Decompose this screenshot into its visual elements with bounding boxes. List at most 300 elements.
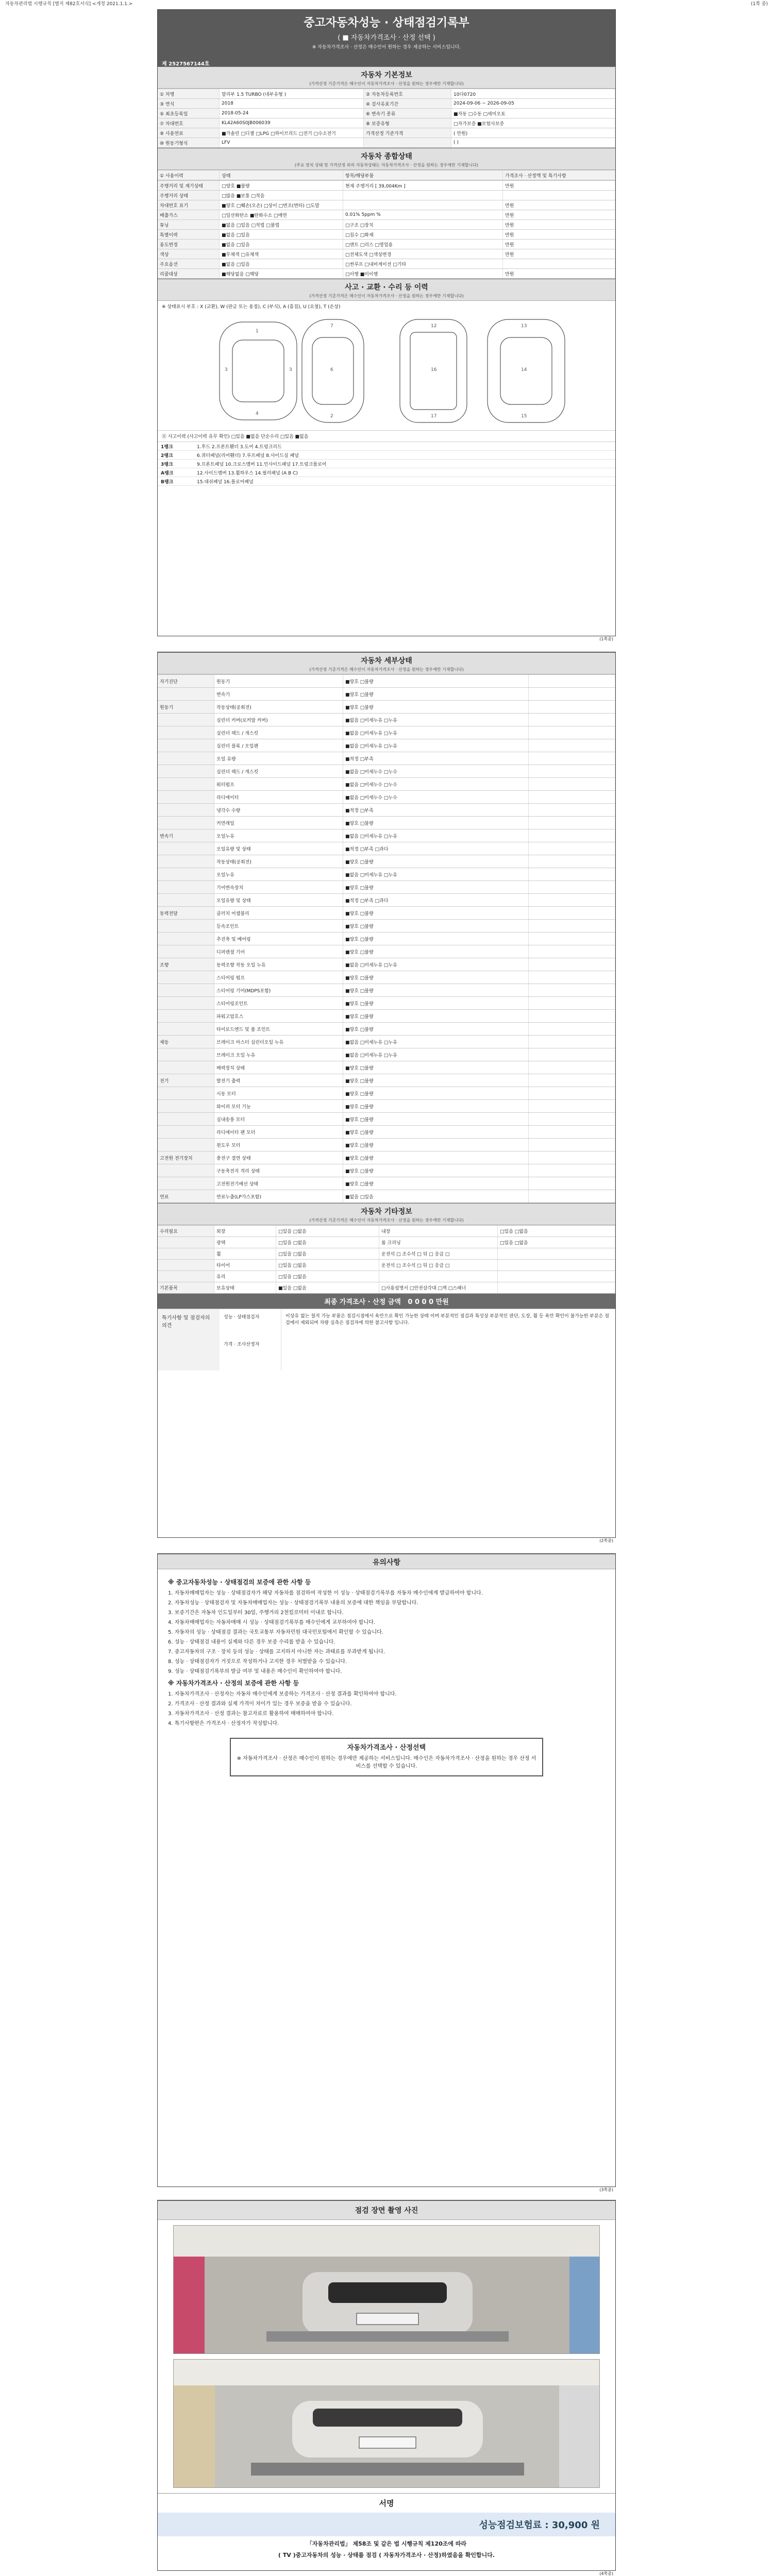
other-value <box>498 1282 615 1293</box>
page-number: (2쪽중) <box>599 1538 613 1543</box>
opinion-label: 특기사항 및 점검자의 의견 <box>158 1309 220 1370</box>
detail-price <box>529 1036 615 1048</box>
other-title: 자동차 기타정보 <box>361 1208 412 1216</box>
other-value: □있음 □없음 <box>276 1226 379 1236</box>
other-value: ■있음 □없음 <box>276 1282 379 1293</box>
other-row <box>158 1248 615 1259</box>
item-value: ■양호 □훼손(오손) □상이 □변조(변타) □도말 <box>220 200 343 210</box>
detail-price <box>529 726 615 739</box>
field-value: 2024-09-06 ~ 2026-09-05 <box>451 99 615 108</box>
detail-item: 작동상태(공회전) <box>214 855 343 868</box>
detail-price <box>529 714 615 726</box>
detail-status: ■양호 □불량 <box>343 971 529 984</box>
detail-row <box>158 945 615 958</box>
detail-row <box>158 880 615 893</box>
detail-price <box>529 752 615 765</box>
car-outline-diagram <box>158 312 615 430</box>
detail-group: 동력전달 <box>158 907 214 919</box>
other-value <box>498 1248 615 1259</box>
svg-text:15: 15 <box>521 414 527 419</box>
field-label <box>364 138 451 147</box>
detail-item: 오일 유량 <box>214 752 343 765</box>
notice-body <box>158 1569 615 1782</box>
car-front-photo <box>174 2226 600 2354</box>
svg-text:3: 3 <box>289 367 292 372</box>
other-row <box>158 1259 615 1270</box>
rank-parts: 1.후드 2.프론트휀더 3.도어 4.트렁크리드 <box>197 444 282 450</box>
detail-item: 구동축전지 격리 상태 <box>214 1164 343 1177</box>
other-value: 외장 <box>214 1226 276 1236</box>
item-value <box>503 259 615 268</box>
detail-price <box>529 701 615 713</box>
other-row <box>158 1282 615 1293</box>
detail-price <box>529 1023 615 1035</box>
detail-price <box>529 945 615 958</box>
detail-row <box>158 971 615 984</box>
detail-group <box>158 894 214 906</box>
detail-group <box>158 804 214 816</box>
detail-item: 기어변속장치 <box>214 881 343 893</box>
detail-status: ■양호 □불량 <box>343 817 529 829</box>
detail-group <box>158 1023 214 1035</box>
other-group <box>158 1260 214 1270</box>
detail-item: 변속기 <box>214 688 343 700</box>
final-price-band <box>158 1294 615 1309</box>
detail-price <box>529 1087 615 1099</box>
detail-row <box>158 1138 615 1151</box>
notice-item: 2. 자동차성능 · 상태점검자 및 자동차매매업자는 성능 · 상태점검기록부 내용의 보증에 대한 책임을 부담합니다. <box>168 1600 418 1606</box>
svg-text:6: 6 <box>330 367 333 372</box>
basic-info-note: (가격산정 기준가격은 매수인이 자동차가격조사 · 산정을 원하는 경우에만 기재합니다) <box>309 81 464 86</box>
basic-info-table <box>158 89 615 148</box>
detail-status: ■양호 □불량 <box>343 1087 529 1099</box>
detail-item: 라디에이터 팬 모터 <box>214 1126 343 1138</box>
field-label: ⑥ 변속기 종류 <box>364 109 451 118</box>
detail-price <box>529 1177 615 1190</box>
detail-price <box>529 984 615 996</box>
detail-row <box>158 1022 615 1035</box>
detail-group <box>158 765 214 777</box>
svg-text:4: 4 <box>256 411 259 416</box>
detail-group <box>158 881 214 893</box>
item-value: □구조 □장치 <box>343 220 503 229</box>
detail-price <box>529 1061 615 1074</box>
detail-status: ■양호 □불량 <box>343 1074 529 1087</box>
detail-status: ■양호 □불량 <box>343 1023 529 1035</box>
detail-price <box>529 688 615 700</box>
svg-text:3: 3 <box>225 367 228 372</box>
item-value: □일산화탄소 ■탄화수소 □매연 <box>220 210 343 219</box>
other-group: 수리필요 <box>158 1226 214 1236</box>
detail-status: ■양호 □불량 <box>343 945 529 958</box>
detail-group: 원동기 <box>158 701 214 713</box>
item-value: □이행 ■미이행 <box>343 269 503 278</box>
detail-item: 클러치 어셈블리 <box>214 907 343 919</box>
detail-price <box>529 1151 615 1164</box>
rank-label: 2랭크 <box>161 453 173 459</box>
detail-status: ■양호 □불량 <box>343 688 529 700</box>
final-price-title: 최종 가격조사 · 산정 금액 <box>324 1298 401 1306</box>
form-reference: 자동차관리법 시행규칙 [별지 제82호서식] <개정 2021.1.1.> <box>5 2 133 7</box>
detail-row <box>158 829 615 842</box>
detail-item: 실린더 블록 / 오일팬 <box>214 739 343 752</box>
summary-row <box>158 219 615 229</box>
detail-item: 오일누유 <box>214 829 343 842</box>
detail-status: ■양호 □불량 <box>343 855 529 868</box>
column-label: ① 사용이력 <box>158 171 220 180</box>
svg-text:17: 17 <box>431 414 437 419</box>
notice-item: 7. 중고자동차의 구조 · 장치 등의 성능 · 상태를 고지하지 아니한 자는 과태료를 부과받게 됩니다. <box>168 1649 385 1655</box>
detail-price <box>529 842 615 855</box>
car-diagram <box>158 312 615 430</box>
detail-status: ■없음 □미세누유 □누유 <box>343 958 529 971</box>
svg-text:13: 13 <box>521 324 527 329</box>
column-label: 가격조사 · 산정액 및 특기사항 <box>503 171 615 180</box>
notice-list-2 <box>168 1690 605 1727</box>
detail-group <box>158 1139 214 1151</box>
detail-price <box>529 997 615 1009</box>
other-value: 보유상태 <box>214 1282 276 1293</box>
detail-group <box>158 778 214 790</box>
basic-info-title: 자동차 기본정보 <box>361 71 412 79</box>
signature-title: 서명 <box>158 2493 615 2513</box>
detail-group <box>158 842 214 855</box>
summary-column-header <box>158 170 615 180</box>
detail-row <box>158 790 615 803</box>
detail-status: ■양호 □불량 <box>343 997 529 1009</box>
detail-group: 조향 <box>158 958 214 971</box>
item-label: 색상 <box>158 249 220 259</box>
car-rear-photo <box>174 2360 600 2488</box>
notice-heading-1: ※ 중고자동차성능 · 상태점검의 보증에 관한 사항 등 <box>168 1579 311 1586</box>
detail-status: ■양호 □불량 <box>343 1177 529 1190</box>
rank-row <box>158 460 615 468</box>
rank-label: A랭크 <box>161 470 174 476</box>
detail-status: ■양호 □불량 <box>343 881 529 893</box>
detail-price <box>529 1113 615 1125</box>
detail-item: 오일유량 및 상태 <box>214 842 343 855</box>
detail-row <box>158 906 615 919</box>
detail-header <box>158 652 615 674</box>
other-value: □있음 □없음 <box>276 1271 379 1282</box>
detail-item: 스티어링조인트 <box>214 997 343 1009</box>
notice-list-1 <box>168 1589 605 1675</box>
summary-row <box>158 268 615 278</box>
field-label: ④ 검사유효기간 <box>364 99 451 108</box>
detail-group <box>158 855 214 868</box>
detail-price <box>529 958 615 971</box>
detail-row <box>158 726 615 739</box>
field-value: ■자동 □수동 □세미오토 <box>451 109 615 118</box>
field-label: ② 자동차등록번호 <box>364 89 451 98</box>
other-value: □있음 □없음 <box>498 1226 615 1236</box>
field-value: 말리부 1.5 TURBO (네부유형 ) <box>220 89 364 98</box>
detail-price <box>529 791 615 803</box>
detail-group <box>158 688 214 700</box>
field-value: ■가솔린 □디젤 □LPG □하이브리드 □전기 □수소전기 <box>220 128 364 138</box>
detail-item: 추진축 및 베어링 <box>214 933 343 945</box>
svg-text:12: 12 <box>431 324 437 329</box>
field-value: KL42A60S0JB006039 <box>220 118 364 128</box>
detail-price <box>529 739 615 752</box>
detail-group: 변속기 <box>158 829 214 842</box>
selection-box <box>230 1738 543 1776</box>
detail-row <box>158 816 615 829</box>
detail-price <box>529 933 615 945</box>
detail-item: 라디에이터 <box>214 791 343 803</box>
other-value: □있음 □없음 <box>276 1237 379 1248</box>
detail-price <box>529 881 615 893</box>
detail-row <box>158 1099 615 1112</box>
basic-info-row <box>158 138 615 147</box>
detail-item: 실린더 헤드 / 개스킷 <box>214 726 343 739</box>
summary-note: (주요 장치 상태 및 가격산정 외의 자동차상태는 자동차가격조사 · 산정을 원하는 경우에만 기재합니다) <box>294 163 479 167</box>
final-price-amount: 0 0 0 0 만원 <box>408 1298 449 1306</box>
field-label: ⑦ 차대번호 <box>158 118 220 128</box>
detail-group <box>158 984 214 996</box>
item-value: 만원 <box>503 200 615 210</box>
other-value: 유리 <box>214 1271 276 1282</box>
summary-row <box>158 210 615 219</box>
detail-row <box>158 984 615 996</box>
footer-line-2: ( TV )중고자동차의 성능 · 상태를 점검 ( 자동차가격조사 · 산정)하였음을 확인합니다. <box>278 2552 495 2558</box>
photo-header <box>158 2200 615 2220</box>
detail-status: ■없음 □미세누유 □누유 <box>343 1036 529 1048</box>
detail-row <box>158 713 615 726</box>
detail-status: ■적정 □부족 □과다 <box>343 842 529 855</box>
appraiser-role: 가격 · 조사산정자 <box>224 1342 260 1347</box>
detail-status: ■없음 □미세누유 □누유 <box>343 726 529 739</box>
detail-group: 자기진단 <box>158 675 214 687</box>
other-value: 운전석 □ 조수석 □ 뒤 □ 응급 □ <box>379 1260 498 1270</box>
basic-info-header <box>158 66 615 89</box>
page-indicator: (1쪽 중) <box>751 2 768 7</box>
detail-item: 실린더 커버(로커암 커버) <box>214 714 343 726</box>
field-label: 가격산정 기준가격 <box>364 128 451 138</box>
detail-row <box>158 739 615 752</box>
item-value: ■없음 □있음 <box>220 240 343 249</box>
detail-status: ■없음 □있음 <box>343 1190 529 1202</box>
field-value: 2018 <box>220 99 364 108</box>
detail-group: 전기 <box>158 1074 214 1087</box>
notice-item: 5. 자동차의 성능 · 상태점검 결과는 국토교통부 자동차민원 대국민포털에서 확인할 수 있습니다. <box>168 1630 383 1635</box>
detail-row <box>158 893 615 906</box>
detail-item: 커먼레일 <box>214 817 343 829</box>
detail-group <box>158 1113 214 1125</box>
detail-row <box>158 1177 615 1190</box>
item-value <box>503 191 615 200</box>
other-value <box>498 1271 615 1282</box>
selection-box-text: ※ 자동차가격조사 · 산정은 매수인이 원하는 경우에만 제공하는 서비스입니다. 매수인은 자동차가격조사 · 산정을 원하는 경우 산정 서비스를 선택할 수 있습니다. <box>237 1756 536 1769</box>
detail-row <box>158 700 615 713</box>
item-value: ■없음 □있음 □적법 □불법 <box>220 220 343 229</box>
item-value <box>343 191 503 200</box>
notice-item: 4. 특기사항란은 가격조사 · 산정자가 작성합니다. <box>168 1721 279 1726</box>
detail-item: 스티어링 펌프 <box>214 971 343 984</box>
footer-line-1: 「자동차관리법」 제58조 및 같은 법 시행규칙 제120조에 따라 <box>306 2540 467 2547</box>
form-note: ※ 자동차가격조사 · 산정은 매수인이 원하는 경우 제공하는 서비스입니다. <box>312 45 461 50</box>
other-value: 타이어 <box>214 1260 276 1270</box>
detail-item: 브레이크 오일 누유 <box>214 1048 343 1061</box>
basic-info-row <box>158 128 615 138</box>
item-value: 만원 <box>503 249 615 259</box>
summary-row <box>158 200 615 210</box>
other-group <box>158 1237 214 1248</box>
other-row <box>158 1225 615 1236</box>
detail-group <box>158 1126 214 1138</box>
page-number: (4쪽중) <box>599 2571 613 2576</box>
item-value: 0.01% 5ppm % <box>343 210 503 219</box>
top-bar <box>0 0 773 6</box>
item-label: 배출가스 <box>158 210 220 219</box>
detail-row <box>158 1061 615 1074</box>
detail-price <box>529 907 615 919</box>
rank-parts: 15.대쉬패널 16.플로어패널 <box>197 479 254 485</box>
detail-row <box>158 996 615 1009</box>
detail-row <box>158 1035 615 1048</box>
summary-table <box>158 180 615 279</box>
other-value: □있음 □없음 <box>276 1248 379 1259</box>
inspector-role: 성능 · 상태점검자 <box>224 1315 260 1320</box>
selection-box-title: 자동차가격조사 · 산정선택 <box>347 1744 426 1752</box>
other-table <box>158 1225 615 1294</box>
basic-info-row <box>158 98 615 108</box>
notice-item: 3. 자동차가격조사 · 산정 결과는 참고자료로 활용하여 매매하여야 합니다. <box>168 1711 334 1717</box>
detail-status: ■적정 □부족 □과다 <box>343 894 529 906</box>
detail-table <box>158 674 615 1203</box>
field-label: ⑤ 최초등록일 <box>158 109 220 118</box>
detail-row <box>158 777 615 790</box>
detail-row <box>158 1151 615 1164</box>
item-value: □많음 ■보통 □적음 <box>220 191 343 200</box>
detail-group <box>158 1100 214 1112</box>
item-value <box>343 200 503 210</box>
detail-group <box>158 920 214 932</box>
svg-text:1: 1 <box>256 329 259 334</box>
detail-row <box>158 1125 615 1138</box>
detail-price <box>529 1139 615 1151</box>
page-number: (1쪽중) <box>599 637 613 641</box>
item-value: □썬루프 □내비게이션 □기타 <box>343 259 503 268</box>
detail-price <box>529 1126 615 1138</box>
field-label: ⑨ 사용연료 <box>158 128 220 138</box>
detail-group <box>158 1010 214 1022</box>
detail-status: ■양호 □불량 <box>343 1061 529 1074</box>
field-value: LFV <box>220 138 364 147</box>
detail-item: 냉각수 수량 <box>214 804 343 816</box>
detail-group <box>158 945 214 958</box>
detail-item: 배력장치 상태 <box>214 1061 343 1074</box>
detail-price <box>529 765 615 777</box>
field-label: ⑧ 보증유형 <box>364 118 451 128</box>
detail-status: ■적정 □부족 <box>343 752 529 765</box>
detail-status: ■양호 □불량 <box>343 1010 529 1022</box>
item-value: ■해당없음 □해당 <box>220 269 343 278</box>
detail-status: ■양호 □불량 <box>343 701 529 713</box>
detail-price <box>529 971 615 984</box>
other-row <box>158 1236 615 1248</box>
detail-row <box>158 932 615 945</box>
field-value: ( ) <box>451 138 615 147</box>
detail-price <box>529 829 615 842</box>
accident-note: (가격산정 기준가격은 매수인이 자동차가격조사 · 산정을 원하는 경우에만 기재합니다) <box>309 294 464 298</box>
item-label: 용도변경 <box>158 240 220 249</box>
notice-item: 9. 성능 · 상태점검기록부의 발급 여부 및 내용은 매수인이 확인하여야 합니다. <box>168 1669 342 1674</box>
svg-text:14: 14 <box>521 367 527 372</box>
notice-title: 유의사항 <box>372 1558 401 1567</box>
summary-title: 자동차 종합상태 <box>361 152 412 161</box>
detail-status: ■양호 □불량 <box>343 1100 529 1112</box>
detail-price <box>529 868 615 880</box>
insurance-fee: 성능점검보험료 : 30,900 원 <box>158 2513 615 2536</box>
detail-group <box>158 933 214 945</box>
accident-header <box>158 279 615 301</box>
rank-label: B랭크 <box>161 479 174 485</box>
detail-group: 제동 <box>158 1036 214 1048</box>
summary-row <box>158 249 615 259</box>
detail-group <box>158 868 214 880</box>
detail-status: ■없음 □미세누유 □누유 <box>343 739 529 752</box>
page-number: (3쪽중) <box>599 2188 613 2192</box>
detail-item: 발전기 출력 <box>214 1074 343 1087</box>
detail-status: ■없음 □미세누수 □누수 <box>343 765 529 777</box>
detail-item: 고전원전기배선 상태 <box>214 1177 343 1190</box>
column-label: 항목/해당부품 <box>343 171 503 180</box>
detail-row <box>158 752 615 765</box>
basic-info-row <box>158 108 615 118</box>
detail-price <box>529 1100 615 1112</box>
detail-price <box>529 817 615 829</box>
detail-item: 타이로드엔드 및 볼 조인트 <box>214 1023 343 1035</box>
detail-item: 오일누유 <box>214 868 343 880</box>
inspector-label <box>220 1309 281 1370</box>
detail-price <box>529 894 615 906</box>
notice-header <box>158 1554 615 1569</box>
item-value: 만원 <box>503 220 615 229</box>
detail-item: 동력조향 작동 오일 누유 <box>214 958 343 971</box>
item-label: 주행거리 및 계기상태 <box>158 181 220 190</box>
detail-status: ■없음 □미세누유 □누유 <box>343 1048 529 1061</box>
notice-item: 1. 자동차가격조사 · 산정자는 자동차 매수인에게 보증하는 가격조사 · 산정 결과를 확인하여야 합니다. <box>168 1691 397 1697</box>
rank-parts: 6.쿼터패널(리어휀더) 7.루프패널 8.사이드실 패널 <box>197 453 299 459</box>
detail-item: 연료누출(LP가스포함) <box>214 1190 343 1202</box>
detail-status: ■없음 □미세누유 □누유 <box>343 714 529 726</box>
other-value <box>498 1260 615 1270</box>
detail-group <box>158 1048 214 1061</box>
other-value <box>379 1271 498 1282</box>
detail-item: 원동기 <box>214 675 343 687</box>
summary-row <box>158 190 615 200</box>
opinion-block <box>158 1309 615 1370</box>
notice-heading-2: ※ 자동차가격조사 · 산정의 보증에 관한 사항 등 <box>168 1680 299 1687</box>
notice-item: 6. 성능 · 상태점검 내용이 실제와 다른 경우 보증 수리를 받을 수 있습니다. <box>168 1639 335 1645</box>
item-value: □양호 ■불량 <box>220 181 343 190</box>
item-value: 만원 <box>503 269 615 278</box>
detail-item: 스티어링 기어(MDPS포함) <box>214 984 343 996</box>
detail-row <box>158 958 615 971</box>
detail-status: ■양호 □불량 <box>343 1139 529 1151</box>
photo-title: 점검 장면 촬영 사진 <box>355 2207 418 2215</box>
other-value: □있음 □없음 <box>276 1260 379 1270</box>
detail-group <box>158 997 214 1009</box>
detail-status: ■양호 □불량 <box>343 920 529 932</box>
detail-status: ■양호 □불량 <box>343 1126 529 1138</box>
detail-status: ■없음 □미세누유 □누유 <box>343 868 529 880</box>
detail-row <box>158 1074 615 1087</box>
other-note: (가격산정 기준가격은 매수인이 자동차가격조사 · 산정을 원하는 경우에만 기재합니다) <box>309 1218 464 1223</box>
page-3 <box>157 1553 616 2192</box>
other-value: 광택 <box>214 1237 276 1248</box>
